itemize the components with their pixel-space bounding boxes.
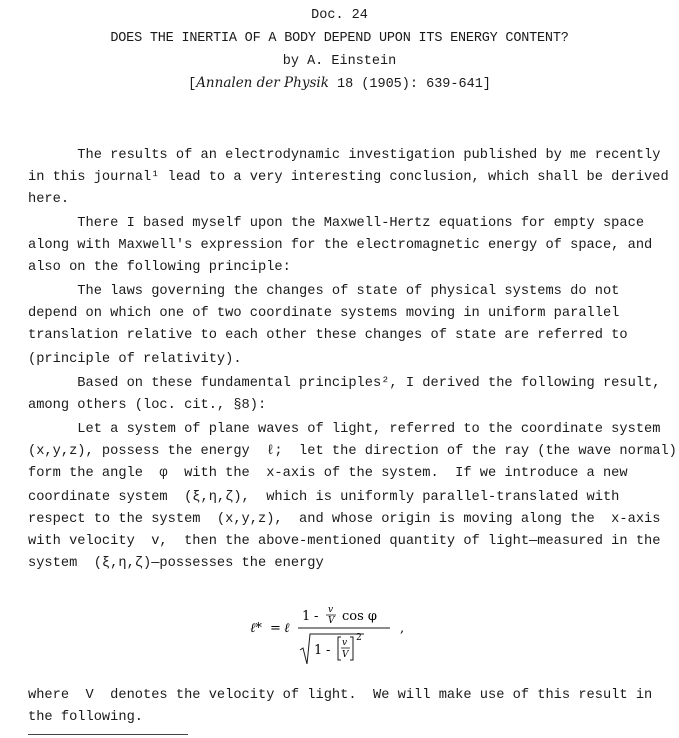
body-line: The results of an electrodynamic investigation published by me recently [28, 148, 661, 163]
exponent: 2 [356, 633, 362, 643]
body-line: Based on these fundamental principles², I derived the following result, [28, 376, 661, 391]
body-line: with velocity v, then the above-mentioned quantity of light—measured in the [28, 534, 661, 549]
denominator-one: 1 [314, 643, 323, 658]
citation-rest: 18 (1905): 639-641] [328, 77, 491, 92]
cos-phi: cos φ [342, 609, 378, 624]
body-line: along with Maxwell's expression for the electromagnetic energy of space, and [28, 238, 653, 253]
formula-ell: ℓ [284, 621, 290, 636]
body-line: where V denotes the velocity of light. We will make use of this result in [28, 688, 653, 703]
paper-title: DOES THE INERTIA OF A BODY DEPEND UPON ITS ENERGY CONTENT? [110, 31, 569, 46]
formula-lhs: ℓ* [250, 621, 262, 636]
footnote-rule [28, 734, 188, 735]
sqrt-sign [300, 634, 364, 664]
body-line: system (ξ,η,ζ)—possesses the energy [28, 556, 324, 571]
doc-number: Doc. 24 [311, 8, 368, 23]
body-line: also on the following principle: [28, 260, 291, 275]
body-line: in this journal¹ lead to a very interesting conclusion, which shall be derived [28, 170, 669, 185]
numerator-minus: - [314, 609, 319, 624]
formula-comma: , [400, 621, 405, 636]
frac-V: V [328, 616, 335, 626]
body-line: There I based myself upon the Maxwell-Hertz equations for empty space [28, 216, 645, 231]
body-line: coordinate system (ξ,η,ζ), which is uniformly parallel-translated with [28, 490, 620, 505]
body-line: translation relative to each other these changes of state are referred to [28, 328, 628, 343]
right-bracket [350, 637, 353, 660]
body-line: form the angle φ with the x-axis of the system. If we introduce a new [28, 466, 628, 481]
bracket-v: v [342, 638, 348, 648]
formula-equals: = [270, 621, 281, 636]
body-line: the following. [28, 710, 143, 725]
left-bracket [338, 637, 341, 660]
bracket-V: V [342, 650, 349, 660]
citation-journal: Annalen der Physik [196, 75, 329, 91]
denominator-minus: - [326, 643, 331, 658]
energy-formula [248, 598, 428, 670]
body-line: here. [28, 192, 70, 207]
frac-v: v [328, 605, 334, 615]
body-line: (principle of relativity). [28, 352, 242, 367]
body-line: depend on which one of two coordinate systems moving in uniform parallel [28, 306, 620, 321]
body-line: among others (loc. cit., §8): [28, 398, 267, 413]
body-line: Let a system of plane waves of light, referred to the coordinate system [28, 422, 661, 437]
author-line: by A. Einstein [282, 54, 397, 69]
body-line: The laws governing the changes of state of physical systems do not [28, 284, 620, 299]
citation-line [0, 74, 679, 94]
numerator-one: 1 [302, 609, 311, 624]
body-line: respect to the system (x,y,z), and whose origin is moving along the x-axis [28, 512, 661, 527]
citation-open: [ [188, 77, 197, 92]
body-line: (x,y,z), possess the energy ℓ; let the direction of the ray (the wave normal) [28, 444, 677, 459]
